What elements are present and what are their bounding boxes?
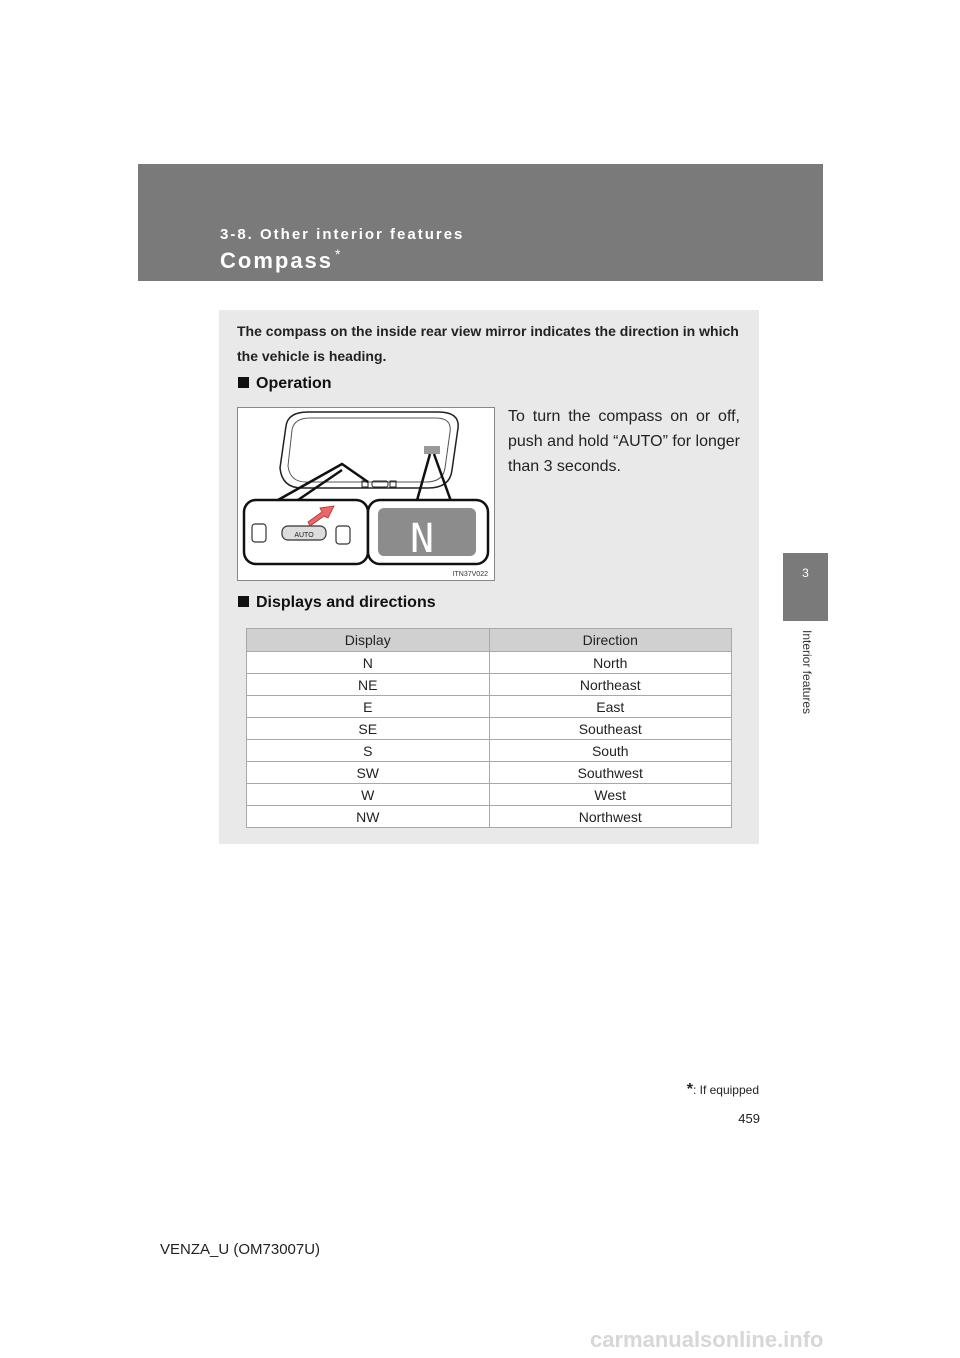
display-cell: NW (247, 806, 490, 828)
display-cell: E (247, 696, 490, 718)
displays-heading (238, 594, 436, 612)
chapter-header (138, 164, 823, 281)
display-cell: SW (247, 762, 490, 784)
auto-button-label: AUTO (294, 532, 314, 539)
mirror-illustration (237, 407, 495, 581)
table-header-row (247, 629, 732, 652)
direction-cell: Northeast (489, 674, 732, 696)
footnote-text: : If equipped (692, 1083, 759, 1097)
page-title-text: Compass (220, 248, 334, 273)
mirror-diagram (238, 408, 494, 580)
displays-heading-text: Displays and directions (256, 594, 436, 611)
directions-table (246, 628, 732, 828)
compass-display-letter: N (410, 516, 435, 562)
direction-cell: East (489, 696, 732, 718)
equipped-mark: * (335, 246, 343, 262)
square-bullet-icon (238, 596, 249, 607)
document-code: VENZA_U (OM73007U) (160, 1241, 321, 1258)
table-row (247, 674, 732, 696)
direction-cell: Southeast (489, 718, 732, 740)
figure-code: ITN37V022 (452, 571, 488, 578)
operation-heading (238, 375, 332, 393)
display-cell: NE (247, 674, 490, 696)
page-number: 459 (738, 1111, 760, 1126)
table-row (247, 740, 732, 762)
direction-cell: Southwest (489, 762, 732, 784)
table-row (247, 718, 732, 740)
display-cell: W (247, 784, 490, 806)
watermark: carmanualsonline.info (590, 1327, 824, 1352)
direction-cell: West (489, 784, 732, 806)
page-title (220, 248, 341, 274)
table-row (247, 806, 732, 828)
chapter-tab: 3 (783, 553, 828, 621)
asterisk-icon: * (686, 1081, 693, 1098)
chapter-tab-label: Interior features (800, 630, 814, 715)
footnote (589, 1081, 759, 1099)
section-label: 3-8. Other interior features (220, 226, 465, 243)
direction-cell: North (489, 652, 732, 674)
operation-instructions: To turn the compass on or off, push and hold “AUTO” for longer than 3 seconds. (508, 408, 740, 475)
display-cell: SE (247, 718, 490, 740)
intro-paragraph: The compass on the inside rear view mirror indicates the direction in which the vehicle is heading. (237, 323, 739, 364)
table-row (247, 784, 732, 806)
table-row (247, 762, 732, 784)
display-cell: N (247, 652, 490, 674)
square-bullet-icon (238, 377, 249, 388)
operation-heading-text: Operation (256, 375, 332, 392)
table-row (247, 652, 732, 674)
direction-cell: South (489, 740, 732, 762)
column-header: Direction (489, 629, 732, 652)
table-row (247, 696, 732, 718)
column-header: Display (247, 629, 490, 652)
direction-cell: Northwest (489, 806, 732, 828)
display-cell: S (247, 740, 490, 762)
